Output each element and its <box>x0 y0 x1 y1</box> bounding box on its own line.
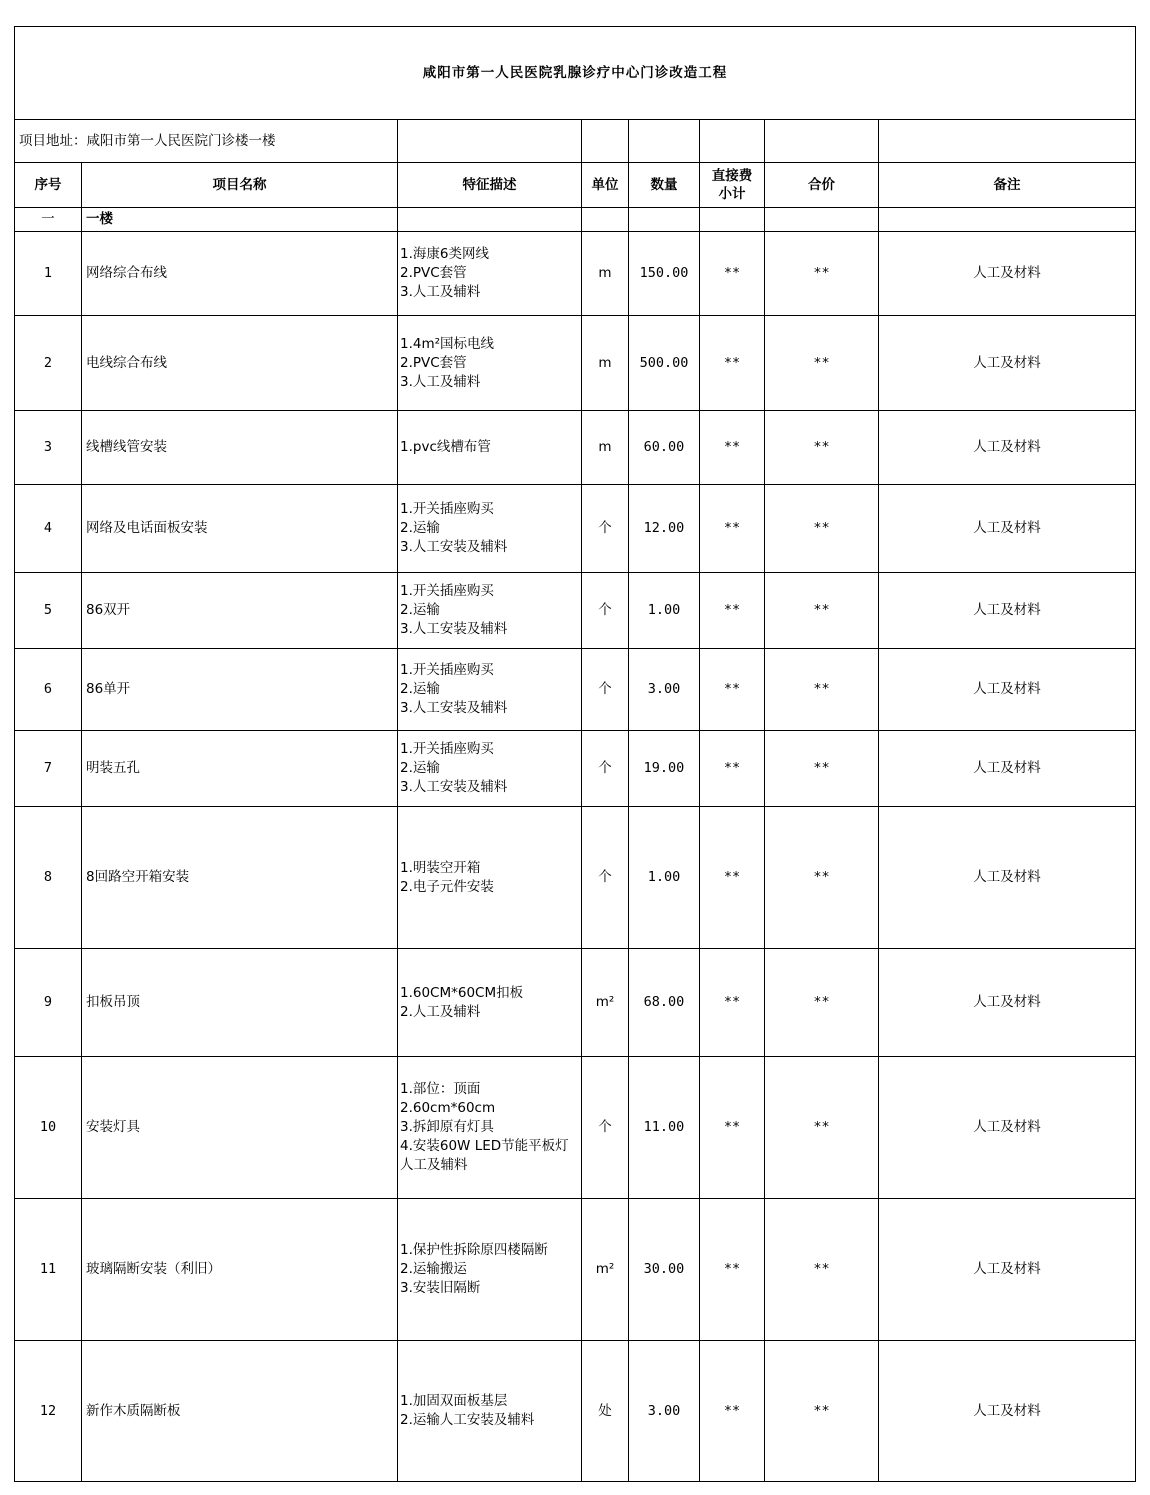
header-direct-line2: 小计 <box>718 186 746 202</box>
desc-line: 3.人工及辅料 <box>400 373 481 390</box>
cell-seq: 8 <box>15 807 82 949</box>
cell-total: ** <box>765 949 879 1057</box>
cell-unit: m <box>582 232 629 316</box>
desc-line: 1.开关插座购买 <box>400 583 494 599</box>
desc-line: 人工及辅料 <box>400 1157 468 1173</box>
cell-total: ** <box>765 1341 879 1482</box>
header-row <box>15 163 1136 208</box>
cell-direct: ** <box>700 316 765 411</box>
cell-note: 人工及材料 <box>879 232 1136 316</box>
cell-direct: ** <box>700 731 765 807</box>
table-row <box>15 411 1136 485</box>
cell-total: ** <box>765 411 879 485</box>
cell-note: 人工及材料 <box>879 1057 1136 1199</box>
cell-qty: 68.00 <box>629 949 700 1057</box>
desc-line: 1.部位：顶面 <box>400 1081 481 1097</box>
desc-line: 1.保护性拆除原四楼隔断 <box>400 1242 548 1258</box>
header-name: 项目名称 <box>82 163 398 208</box>
cell-note: 人工及材料 <box>879 1341 1136 1482</box>
table-row <box>15 485 1136 573</box>
desc-line: 1.60CM*60CM扣板 <box>400 984 524 1001</box>
cell-seq: 11 <box>15 1199 82 1341</box>
cell-direct: ** <box>700 232 765 316</box>
cell-name: 网络及电话面板安装 <box>82 485 398 573</box>
cell-total: ** <box>765 573 879 649</box>
cell-name: 电线综合布线 <box>82 316 398 411</box>
header-unit: 单位 <box>582 163 629 208</box>
cell-qty: 3.00 <box>629 1341 700 1482</box>
document-title: 咸阳市第一人民医院乳腺诊疗中心门诊改造工程 <box>15 27 1136 120</box>
cell-total: ** <box>765 649 879 731</box>
desc-line: 2.运输 <box>400 681 440 697</box>
cell-name: 线槽线管安装 <box>82 411 398 485</box>
cell-seq: 6 <box>15 649 82 731</box>
cell-name: 网络综合布线 <box>82 232 398 316</box>
cell-total: ** <box>765 1199 879 1341</box>
cell-unit: m² <box>582 949 629 1057</box>
cell-desc <box>398 649 582 731</box>
cell-qty: 12.00 <box>629 485 700 573</box>
cell-note: 人工及材料 <box>879 807 1136 949</box>
cell-qty: 150.00 <box>629 232 700 316</box>
table-row <box>15 1199 1136 1341</box>
header-seq: 序号 <box>15 163 82 208</box>
cell-name: 扣板吊顶 <box>82 949 398 1057</box>
cell-desc <box>398 316 582 411</box>
header-direct-cost <box>700 163 765 208</box>
table-row <box>15 949 1136 1057</box>
cell-seq: 1 <box>15 232 82 316</box>
cell-total: ** <box>765 807 879 949</box>
desc-line: 2.PVC套管 <box>400 354 467 371</box>
cell-desc <box>398 1341 582 1482</box>
cell-note: 人工及材料 <box>879 573 1136 649</box>
cell-seq: 4 <box>15 485 82 573</box>
cell-unit: m² <box>582 1199 629 1341</box>
cell-seq: 2 <box>15 316 82 411</box>
cell-qty: 30.00 <box>629 1199 700 1341</box>
table-row <box>15 1057 1136 1199</box>
header-note: 备注 <box>879 163 1136 208</box>
table-row <box>15 1341 1136 1482</box>
desc-line: 3.人工安装及辅料 <box>400 539 508 555</box>
cell-name: 新作木质隔断板 <box>82 1341 398 1482</box>
cell-note: 人工及材料 <box>879 316 1136 411</box>
cell-direct: ** <box>700 949 765 1057</box>
title-row <box>15 27 1136 120</box>
cell-qty: 19.00 <box>629 731 700 807</box>
desc-line: 4.安装60W LED节能平板灯 <box>400 1138 569 1154</box>
cell-unit: m <box>582 316 629 411</box>
cell-total: ** <box>765 316 879 411</box>
cell-unit: 个 <box>582 649 629 731</box>
cell-unit: 个 <box>582 573 629 649</box>
desc-line: 2.60cm*60cm <box>400 1100 496 1116</box>
cell-seq: 12 <box>15 1341 82 1482</box>
cell-qty: 1.00 <box>629 807 700 949</box>
cell-direct: ** <box>700 807 765 949</box>
cell-qty: 1.00 <box>629 573 700 649</box>
desc-line: 3.人工安装及辅料 <box>400 700 508 716</box>
cell-desc <box>398 731 582 807</box>
cell-desc <box>398 485 582 573</box>
desc-line: 1.开关插座购买 <box>400 662 494 678</box>
section-row <box>15 208 1136 232</box>
cell-note: 人工及材料 <box>879 949 1136 1057</box>
desc-line: 1.4m²国标电线 <box>400 335 495 352</box>
cell-qty: 500.00 <box>629 316 700 411</box>
cell-total: ** <box>765 1057 879 1199</box>
cell-seq: 10 <box>15 1057 82 1199</box>
desc-line: 2.运输 <box>400 520 440 536</box>
desc-line: 2.运输搬运 <box>400 1261 467 1277</box>
cell-desc <box>398 573 582 649</box>
address-row <box>15 120 1136 163</box>
cell-name: 玻璃隔断安装（利旧） <box>82 1199 398 1341</box>
cell-note: 人工及材料 <box>879 731 1136 807</box>
cell-note: 人工及材料 <box>879 1199 1136 1341</box>
cell-name: 86单开 <box>82 649 398 731</box>
cell-total: ** <box>765 232 879 316</box>
cell-total: ** <box>765 731 879 807</box>
cell-total: ** <box>765 485 879 573</box>
cell-name: 8回路空开箱安装 <box>82 807 398 949</box>
table-row <box>15 731 1136 807</box>
cell-unit: m <box>582 411 629 485</box>
desc-line: 2.运输 <box>400 602 440 618</box>
desc-line: 3.人工安装及辅料 <box>400 779 508 795</box>
cell-seq: 5 <box>15 573 82 649</box>
cell-note: 人工及材料 <box>879 411 1136 485</box>
table-row <box>15 316 1136 411</box>
header-desc: 特征描述 <box>398 163 582 208</box>
cell-desc <box>398 1057 582 1199</box>
cell-desc <box>398 1199 582 1341</box>
table-row <box>15 807 1136 949</box>
header-total: 合价 <box>765 163 879 208</box>
cell-qty: 60.00 <box>629 411 700 485</box>
cell-name: 明装五孔 <box>82 731 398 807</box>
header-qty: 数量 <box>629 163 700 208</box>
cell-direct: ** <box>700 485 765 573</box>
cell-direct: ** <box>700 1199 765 1341</box>
cell-name: 86双开 <box>82 573 398 649</box>
desc-line: 2.人工及辅料 <box>400 1003 481 1020</box>
desc-line: 1.开关插座购买 <box>400 501 494 517</box>
cell-desc <box>398 949 582 1057</box>
cell-desc <box>398 232 582 316</box>
cell-note: 人工及材料 <box>879 649 1136 731</box>
cell-unit: 处 <box>582 1341 629 1482</box>
desc-line: 3.拆卸原有灯具 <box>400 1119 494 1135</box>
desc-line: 3.人工安装及辅料 <box>400 621 508 637</box>
cell-qty: 11.00 <box>629 1057 700 1199</box>
cell-desc <box>398 807 582 949</box>
cell-unit: 个 <box>582 807 629 949</box>
desc-line: 1.开关插座购买 <box>400 741 494 757</box>
cell-direct: ** <box>700 411 765 485</box>
desc-line: 1.海康6类网线 <box>400 246 489 262</box>
section-name: 一楼 <box>82 208 398 232</box>
cell-seq: 9 <box>15 949 82 1057</box>
quote-table <box>14 26 1136 1482</box>
cell-direct: ** <box>700 1057 765 1199</box>
cell-unit: 个 <box>582 485 629 573</box>
table-row <box>15 649 1136 731</box>
cell-note: 人工及材料 <box>879 485 1136 573</box>
desc-line: 3.安装旧隔断 <box>400 1280 481 1296</box>
desc-line: 3.人工及辅料 <box>400 284 481 300</box>
header-direct-line1: 直接费 <box>711 168 753 184</box>
desc-line: 1.pvc线槽布管 <box>400 439 491 455</box>
cell-unit: 个 <box>582 731 629 807</box>
cell-qty: 3.00 <box>629 649 700 731</box>
desc-line: 2.运输 <box>400 760 440 776</box>
desc-line: 1.加固双面板基层 <box>400 1393 508 1409</box>
cell-seq: 3 <box>15 411 82 485</box>
desc-line: 1.明装空开箱 <box>400 859 481 876</box>
table-row <box>15 573 1136 649</box>
desc-line: 2.PVC套管 <box>400 265 467 281</box>
table-row <box>15 232 1136 316</box>
cell-direct: ** <box>700 1341 765 1482</box>
cell-direct: ** <box>700 573 765 649</box>
cell-direct: ** <box>700 649 765 731</box>
cell-unit: 个 <box>582 1057 629 1199</box>
cell-desc <box>398 411 582 485</box>
section-seq: 一 <box>15 208 82 232</box>
cell-name: 安装灯具 <box>82 1057 398 1199</box>
cell-seq: 7 <box>15 731 82 807</box>
project-address: 项目地址：咸阳市第一人民医院门诊楼一楼 <box>15 120 398 163</box>
desc-line: 2.运输人工安装及辅料 <box>400 1412 535 1428</box>
desc-line: 2.电子元件安装 <box>400 878 494 895</box>
